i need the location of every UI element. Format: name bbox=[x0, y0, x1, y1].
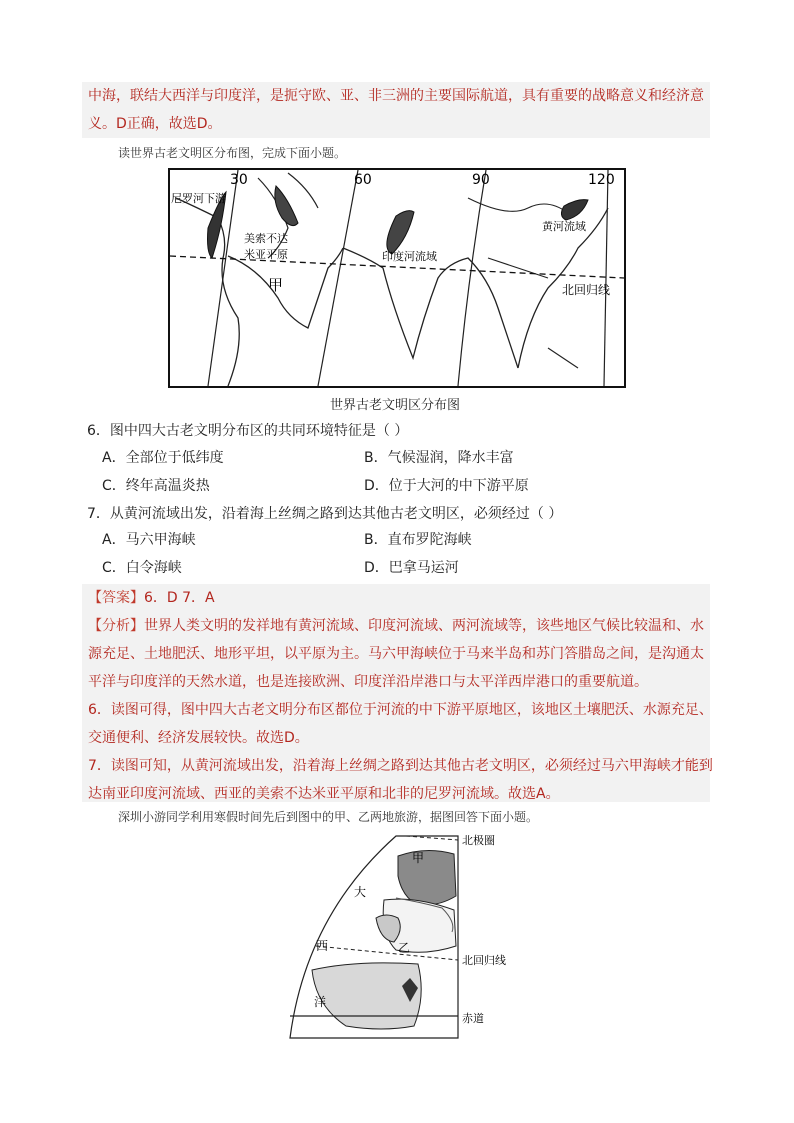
question-6-stem: 6．图中四大古老文明分布区的共同环境特征是（ ） bbox=[87, 423, 409, 439]
land-europe bbox=[398, 850, 456, 905]
answer-tag: 【答案】 bbox=[88, 590, 144, 606]
analysis-tag: 【分析】 bbox=[88, 618, 144, 634]
answer-text: 6．D 7．A bbox=[144, 590, 215, 606]
map2-svg bbox=[286, 826, 526, 1042]
lon-120-label: 120 bbox=[588, 172, 615, 188]
q6-option-b: B．气候湿润，降水丰富 bbox=[364, 450, 514, 466]
answer-line bbox=[82, 584, 710, 612]
lon-30-label: 30 bbox=[230, 172, 248, 188]
prev-answer-block bbox=[82, 82, 710, 138]
label-meso-1: 美索不达 bbox=[244, 232, 288, 245]
q7-option-a: A．马六甲海峡 bbox=[102, 532, 196, 548]
label-tropic-2: 北回归线 bbox=[462, 954, 506, 967]
label-yi: 乙 bbox=[398, 941, 411, 955]
analysis-line2: 源充足、土地肥沃、地形平坦，以平原为主。马六甲海峡位于马来半岛和苏门答腊岛之间，是沟通太 bbox=[88, 646, 704, 662]
label-nile: 尼罗河下游 bbox=[171, 192, 226, 205]
label-jia-2: 甲 bbox=[412, 851, 425, 865]
question-7-stem: 7．从黄河流域出发，沿着海上丝绸之路到达其他古老文明区，必须经过（ ） bbox=[87, 506, 563, 522]
prev-answer-line2: 义。D正确，故选D。 bbox=[88, 116, 222, 132]
label-meso-2: 米亚平原 bbox=[244, 248, 288, 261]
explanation-6-line1: 6．读图可得，图中四大古老文明分布区都位于河流的中下游平原地区，该地区土壤肥沃、水源充足、 bbox=[88, 702, 713, 718]
label-indus: 印度河流域 bbox=[382, 250, 437, 263]
lon-60-label: 60 bbox=[354, 172, 372, 188]
label-xi: 西 bbox=[316, 939, 329, 953]
question-intro-1: 读世界古老文明区分布图，完成下面小题。 bbox=[118, 146, 347, 160]
q7-option-d: D．巴拿马运河 bbox=[364, 560, 459, 576]
q6-option-a: A．全部位于低纬度 bbox=[102, 450, 224, 466]
map1-caption: 世界古老文明区分布图 bbox=[330, 398, 461, 413]
label-equator: 赤道 bbox=[462, 1012, 484, 1025]
analysis-text-1: 世界人类文明的发祥地有黄河流域、印度河流域、两河流域等，该些地区气候比较温和、水 bbox=[144, 618, 704, 634]
map-svg bbox=[168, 168, 626, 388]
europe-africa-map bbox=[286, 826, 526, 1042]
q7-option-b: B．直布罗陀海峡 bbox=[364, 532, 472, 548]
answer-analysis-block bbox=[82, 584, 713, 802]
q6-option-c: C．终年高温炎热 bbox=[102, 478, 210, 494]
analysis-line1 bbox=[82, 612, 710, 640]
label-arctic: 北极圈 bbox=[462, 834, 495, 847]
ancient-civilization-map bbox=[168, 168, 626, 388]
prev-answer-line1: 中海，联结大西洋与印度洋，是扼守欧、亚、非三洲的主要国际航道，具有重要的战略意义和经济意 bbox=[88, 88, 704, 104]
q7-option-c: C．白令海峡 bbox=[102, 560, 182, 576]
explanation-6-line2: 交通便利、经济发展较快。故选D。 bbox=[88, 730, 309, 746]
label-yellow: 黄河流域 bbox=[542, 220, 586, 233]
label-da: 大 bbox=[354, 885, 367, 899]
lon-90-label: 90 bbox=[472, 172, 490, 188]
q6-option-d: D．位于大河的中下游平原 bbox=[364, 478, 529, 494]
analysis-line3: 平洋与印度洋的天然水道，也是连接欧洲、印度洋沿岸港口与太平洋西岸港口的重要航道。 bbox=[88, 674, 648, 690]
explanation-7-line1: 7．读图可知，从黄河流域出发，沿着海上丝绸之路到达其他古老文明区，必须经过马六甲海峡才能到 bbox=[88, 758, 713, 774]
label-tropic: 北回归线 bbox=[562, 283, 611, 297]
label-yang: 洋 bbox=[314, 995, 327, 1009]
explanation-7-line2: 达南亚印度河流域、西亚的美索不达米亚平原和北非的尼罗河流域。故选A。 bbox=[88, 786, 560, 802]
label-jia: 甲 bbox=[268, 276, 284, 294]
question-intro-2: 深圳小游同学利用寒假时间先后到图中的甲、乙两地旅游，据图回答下面小题。 bbox=[118, 810, 539, 824]
